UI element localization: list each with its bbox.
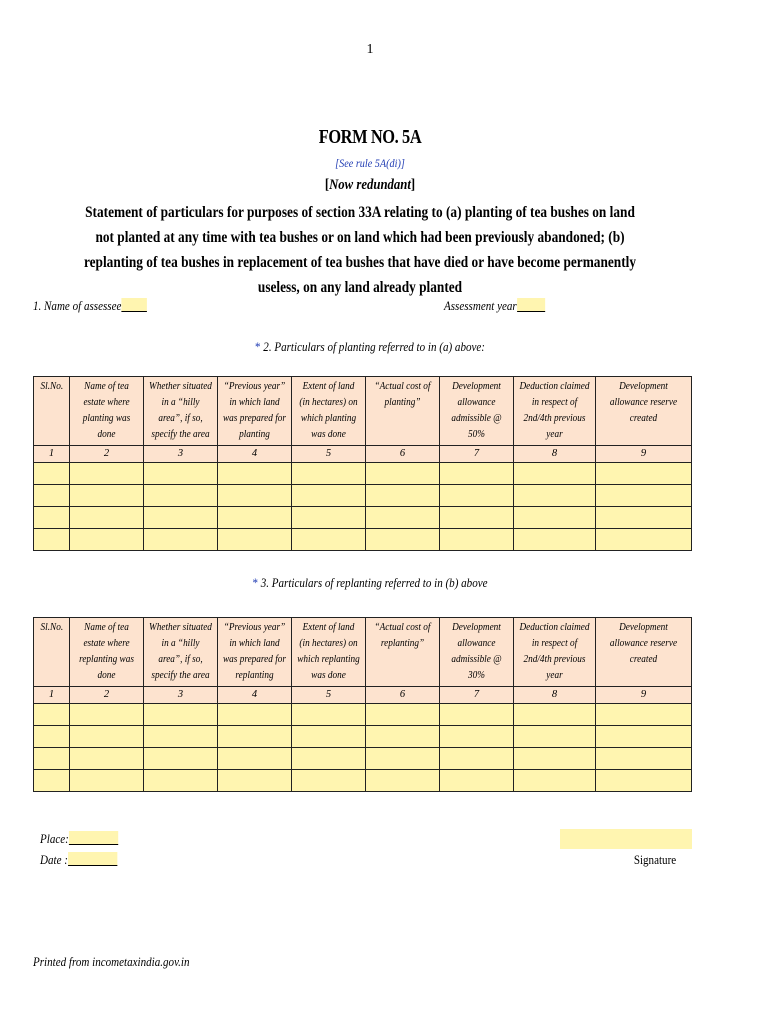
column-number: 6 (366, 446, 440, 463)
column-number: 6 (366, 687, 440, 704)
table-input-cell[interactable] (596, 770, 692, 792)
table-input-cell[interactable] (70, 770, 144, 792)
column-number: 5 (292, 446, 366, 463)
table-input-cell[interactable] (514, 748, 596, 770)
assessee-label: 1. Name of assessee (33, 298, 122, 313)
place-label: Place: (40, 831, 69, 846)
table-input-cell[interactable] (144, 507, 218, 529)
date-input[interactable] (68, 852, 117, 866)
table-input-cell[interactable] (440, 507, 514, 529)
table-input-cell[interactable] (70, 507, 144, 529)
table-input-cell[interactable] (70, 704, 144, 726)
table-header-cell: Deduction claimed in respect of 2nd/4th previous year (514, 377, 596, 446)
table-input-cell[interactable] (144, 770, 218, 792)
replanting-table-number-row (34, 687, 692, 704)
table-row (34, 704, 692, 726)
table-input-cell[interactable] (218, 704, 292, 726)
table-header-cell: Sl.No. (34, 618, 70, 687)
column-number: 7 (440, 446, 514, 463)
table-row (34, 748, 692, 770)
table-input-cell[interactable] (366, 770, 440, 792)
table-input-cell[interactable] (292, 770, 366, 792)
table-input-cell[interactable] (34, 529, 70, 551)
table-header-cell: Extent of land (in hectares) on which replanting was done (292, 618, 366, 687)
table-input-cell[interactable] (292, 463, 366, 485)
column-number: 9 (596, 687, 692, 704)
assessee-field-row (33, 298, 147, 314)
table-input-cell[interactable] (514, 485, 596, 507)
column-number: 8 (514, 446, 596, 463)
table-input-cell[interactable] (34, 726, 70, 748)
table-input-cell[interactable] (440, 463, 514, 485)
table-input-cell[interactable] (34, 485, 70, 507)
table-row (34, 463, 692, 485)
table-header-cell: Name of tea estate where replanting was done (70, 618, 144, 687)
table-input-cell[interactable] (440, 529, 514, 551)
table-input-cell[interactable] (596, 748, 692, 770)
date-label: Date : (40, 852, 68, 867)
table-input-cell[interactable] (366, 507, 440, 529)
table-row (34, 507, 692, 529)
table-input-cell[interactable] (218, 529, 292, 551)
form-statement: Statement of particulars for purposes of section 33A relating to (a) planting of tea bushes on land not planted at any time with tea bushes or on land which had been previously abandoned; (b) replanting of tea bushes in replacement of tea bushes that have died or have become permanently useless, on any land already planted (83, 204, 637, 296)
column-number: 5 (292, 687, 366, 704)
assessee-input[interactable] (121, 298, 146, 312)
table-input-cell[interactable] (218, 485, 292, 507)
planting-table-number-row (34, 446, 692, 463)
column-number: 2 (70, 687, 144, 704)
table-input-cell[interactable] (292, 704, 366, 726)
date-field-row (40, 852, 117, 868)
section-2-title (56, 339, 685, 355)
table-input-cell[interactable] (514, 770, 596, 792)
table-input-cell[interactable] (70, 529, 144, 551)
assessment-year-input[interactable] (517, 298, 545, 312)
table-header-cell: “Actual cost of replanting” (366, 618, 440, 687)
section-2-star: * (255, 339, 261, 354)
table-input-cell[interactable] (218, 748, 292, 770)
table-input-cell[interactable] (218, 726, 292, 748)
signature-label: Signature (633, 852, 677, 867)
table-input-cell[interactable] (514, 726, 596, 748)
table-input-cell[interactable] (596, 726, 692, 748)
table-input-cell[interactable] (144, 726, 218, 748)
table-header-cell: “Actual cost of planting” (366, 377, 440, 446)
table-input-cell[interactable] (440, 704, 514, 726)
table-input-cell[interactable] (218, 507, 292, 529)
footer-source: Printed from incometaxindia.gov.in (33, 954, 190, 969)
table-header-cell: Whether situated in a “hilly area”, if so, specify the area (144, 377, 218, 446)
rule-reference: [See rule 5A(di)] (335, 156, 405, 170)
column-number: 2 (70, 446, 144, 463)
table-header-cell: Sl.No. (34, 377, 70, 446)
column-number: 7 (440, 687, 514, 704)
column-number: 1 (34, 687, 70, 704)
table-input-cell[interactable] (70, 726, 144, 748)
table-input-cell[interactable] (440, 726, 514, 748)
table-input-cell[interactable] (292, 748, 366, 770)
table-input-cell[interactable] (34, 704, 70, 726)
table-input-cell[interactable] (144, 463, 218, 485)
form-title: FORM NO. 5A (318, 126, 422, 148)
table-row (34, 770, 692, 792)
table-input-cell[interactable] (144, 529, 218, 551)
table-input-cell[interactable] (366, 748, 440, 770)
table-input-cell[interactable] (366, 704, 440, 726)
table-header-cell: Development allowance admissible @ 30% (440, 618, 514, 687)
table-input-cell[interactable] (34, 507, 70, 529)
table-input-cell[interactable] (34, 463, 70, 485)
table-input-cell[interactable] (144, 485, 218, 507)
table-input-cell[interactable] (144, 704, 218, 726)
table-input-cell[interactable] (440, 485, 514, 507)
place-input[interactable] (69, 831, 118, 845)
table-header-cell: Development allowance admissible @ 50% (440, 377, 514, 446)
page-number: 1 (366, 42, 374, 57)
table-input-cell[interactable] (292, 726, 366, 748)
table-input-cell[interactable] (218, 770, 292, 792)
redundant-note (56, 177, 685, 194)
table-input-cell[interactable] (596, 507, 692, 529)
table-header-cell: Development allowance reserve created (596, 618, 692, 687)
table-input-cell[interactable] (514, 463, 596, 485)
table-input-cell[interactable] (70, 463, 144, 485)
table-input-cell[interactable] (366, 726, 440, 748)
section-3-star: * (252, 575, 258, 590)
table-input-cell[interactable] (366, 529, 440, 551)
table-input-cell[interactable] (292, 507, 366, 529)
planting-table-header-row (34, 377, 692, 446)
replanting-table (33, 617, 692, 792)
column-number: 1 (34, 446, 70, 463)
table-header-cell: Development allowance reserve created (596, 377, 692, 446)
table-input-cell[interactable] (144, 748, 218, 770)
table-input-cell[interactable] (596, 463, 692, 485)
table-input-cell[interactable] (70, 485, 144, 507)
section-3-title-text: 3. Particulars of replanting referred to in (b) above (257, 575, 488, 590)
assessment-year-label: Assessment year (444, 298, 517, 313)
section-3-title (56, 575, 685, 591)
table-row (34, 529, 692, 551)
table-header-cell: Name of tea estate where planting was done (70, 377, 144, 446)
table-input-cell[interactable] (596, 704, 692, 726)
table-header-cell: Extent of land (in hectares) on which planting was done (292, 377, 366, 446)
table-input-cell[interactable] (514, 507, 596, 529)
table-input-cell[interactable] (70, 748, 144, 770)
table-input-cell[interactable] (596, 529, 692, 551)
table-header-cell: Whether situated in a “hilly area”, if so, specify the area (144, 618, 218, 687)
table-input-cell[interactable] (292, 485, 366, 507)
table-input-cell[interactable] (440, 748, 514, 770)
section-2-title-text: 2. Particulars of planting referred to in (a) above: (260, 339, 485, 354)
redundant-close-bracket: ] (410, 177, 416, 193)
column-number: 9 (596, 446, 692, 463)
replanting-table-header-row (34, 618, 692, 687)
table-input-cell[interactable] (366, 485, 440, 507)
table-header-cell: “Previous year” in which land was prepared for replanting (218, 618, 292, 687)
table-header-cell: Deduction claimed in respect of 2nd/4th previous year (514, 618, 596, 687)
table-row (34, 485, 692, 507)
table-input-cell[interactable] (34, 770, 70, 792)
planting-table (33, 376, 692, 551)
table-row (34, 726, 692, 748)
table-input-cell[interactable] (292, 529, 366, 551)
redundant-open-bracket: [ (324, 177, 330, 193)
column-number: 3 (144, 687, 218, 704)
signature-input[interactable] (560, 829, 692, 849)
table-input-cell[interactable] (440, 770, 514, 792)
column-number: 8 (514, 687, 596, 704)
table-input-cell[interactable] (514, 529, 596, 551)
column-number: 4 (218, 446, 292, 463)
table-header-cell: “Previous year” in which land was prepared for planting (218, 377, 292, 446)
redundant-text: Now redundant (329, 177, 411, 193)
table-input-cell[interactable] (596, 485, 692, 507)
table-input-cell[interactable] (34, 748, 70, 770)
place-field-row (40, 831, 118, 847)
column-number: 4 (218, 687, 292, 704)
table-input-cell[interactable] (514, 704, 596, 726)
assessment-year-field-row (444, 298, 545, 314)
table-input-cell[interactable] (218, 463, 292, 485)
column-number: 3 (144, 446, 218, 463)
table-input-cell[interactable] (366, 463, 440, 485)
